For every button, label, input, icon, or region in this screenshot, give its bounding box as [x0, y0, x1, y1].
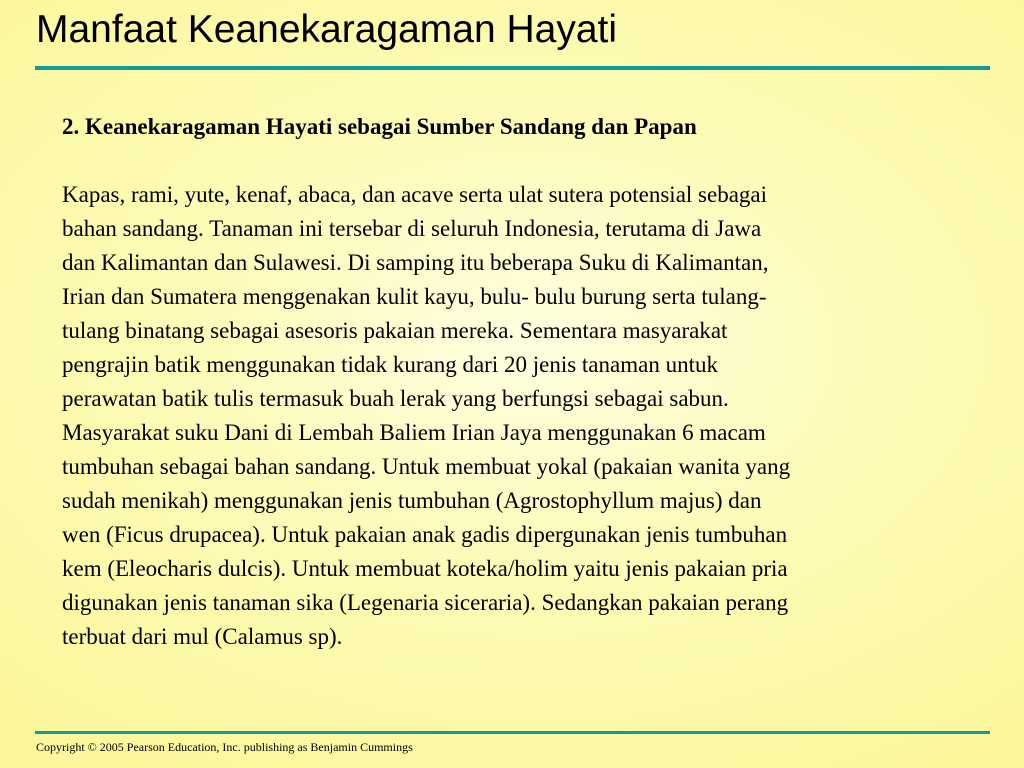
body-line: Kapas, rami, yute, kenaf, abaca, dan acave serta ulat sutera potensial sebagai: [62, 182, 768, 207]
body-line: pengrajin batik menggunakan tidak kurang dari 20 jenis tanaman untuk: [62, 352, 718, 377]
body-line: kem (Eleocharis dulcis). Untuk membuat koteka/holim yaitu jenis pakaian pria: [62, 556, 788, 581]
body-line: bahan sandang. Tanaman ini tersebar di seluruh Indonesia, terutama di Jawa: [62, 216, 762, 241]
section-heading: 2. Keanekaragaman Hayati sebagai Sumber Sandang dan Papan: [62, 114, 697, 139]
copyright-footer: Copyright © 2005 Pearson Education, Inc. publishing as Benjamin Cummings: [36, 740, 413, 754]
body-line: perawatan batik tulis termasuk buah lerak yang berfungsi sebagai sabun.: [62, 386, 729, 411]
body-line: sudah menikah) menggunakan jenis tumbuhan (Agrostophyllum majus) dan: [62, 488, 762, 513]
body-line: digunakan jenis tanaman sika (Legenaria siceraria). Sedangkan pakaian perang: [62, 590, 789, 615]
body-line: terbuat dari mul (Calamus sp).: [62, 624, 343, 649]
body-paragraph: [62, 178, 974, 654]
body-line: Irian dan Sumatera menggenakan kulit kayu, bulu- bulu burung serta tulang-: [62, 284, 767, 309]
body-line: dan Kalimantan dan Sulawesi. Di samping itu beberapa Suku di Kalimantan,: [62, 250, 769, 275]
body-line: Masyarakat suku Dani di Lembah Baliem Irian Jaya menggunakan 6 macam: [62, 420, 766, 445]
title-divider: [35, 66, 990, 70]
body-line: wen (Ficus drupacea). Untuk pakaian anak gadis dipergunakan jenis tumbuhan: [62, 522, 788, 547]
body-line: tulang binatang sebagai asesoris pakaian mereka. Sementara masyarakat: [62, 318, 728, 343]
slide-content: [62, 112, 974, 654]
slide-title: Manfaat Keanekaragaman Hayati: [36, 8, 618, 51]
body-line: tumbuhan sebagai bahan sandang. Untuk membuat yokal (pakaian wanita yang: [62, 454, 791, 479]
footer-divider: [35, 731, 990, 734]
